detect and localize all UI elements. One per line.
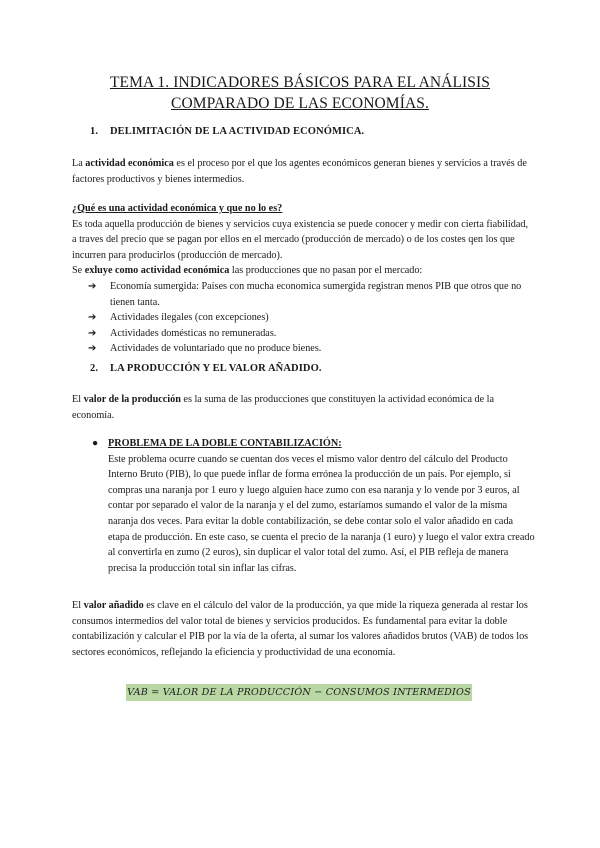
intro-pre: La [72,158,86,169]
bullet-heading [92,436,532,452]
list-item [88,341,528,357]
list-item [88,279,528,310]
excluded-intro [72,263,532,279]
section-1-question-block [72,201,532,279]
section-1-number: 1. [90,126,99,137]
excluded-bold-term: exluye como actividad económica [84,265,230,277]
section-2-number: 2. [90,363,99,374]
section-2-intro [72,392,532,423]
double-counting-block [92,436,535,576]
section-1-heading [90,126,364,137]
section-2-heading [90,363,322,374]
excluded-pre: Se [72,265,85,277]
list-item [88,326,528,342]
s2-intro-bold-term: valor de la producción [83,394,181,405]
section-2-heading-text: LA PRODUCCIÓN Y EL VALOR AÑADIDO. [110,363,322,374]
arrow-right-icon: ➔ [88,281,97,292]
list-item [88,310,528,326]
title-line-1: TEMA 1. INDICADORES BÁSICOS PARA EL ANÁLISIS [109,74,491,91]
s2-intro-post: es la suma de las producciones que constituyen la actividad económica de la economía. [72,394,495,421]
question-heading: ¿Qué es una actividad económica y que no lo es? [72,203,283,214]
value-added-paragraph [72,598,532,660]
va-bold-term: valor añadido [83,600,144,611]
va-pre: El [72,600,84,611]
list-item-text: Actividades ilegales (con excepciones) [110,312,269,324]
bullet-body-text: Este problema ocurre cuando se cuentan dos veces el mismo valor dentro del cálculo del Producto Interno Bruto (PIB), lo que puede inflar de forma errónea la producción de un país. Por ejemplo, si compras una naranja por 1 euro y luego alguien hace zumo con esa naranja y lo vende por 3 euros, al contar por separado el valor de la naranja y el del zumo, estaríamos sumando el valor de la misma naranja dos veces. Para evitar la doble contabilización, se debe contar solo el valor añadido en cada etapa de producción. En este caso, se cuenta el precio de la naranja (1 euro) y luego el valor extra creado al convertirla en zumo (2 euros), sin duplicar el valor total del zumo. Así, el PIB refleja de manera precisa la producción total sin inflar las cifras. [108,453,535,574]
arrow-right-icon: ➔ [88,343,97,355]
s2-intro-pre: El [72,394,84,405]
intro-bold-term: actividad económica [85,158,174,169]
vab-formula: VAB = VALOR DE LA PRODUCCIÓN − CONSUMOS INTERMEDIOS [126,684,472,701]
document-title [60,72,540,114]
list-item-text: Actividades de voluntariado que no produce bienes. [110,343,322,355]
va-post: es clave en el cálculo del valor de la producción, ya que mide la riqueza generada al restar los consumos intermedios del valor total de bienes y servicios producidos. Es fundamental para evitar la doble contabilización y calcular el PIB por la vía de la oferta, al sumar los valores añadidos brutos (VAB) de todos los sectores económicos, reflejando la eficiencia y productividad de una economía. [72,600,529,658]
list-item-text: Economía sumergida: Países con mucha economica sumergida registran menos PIB que otros que no tienen tanta. [110,281,522,308]
section-1-heading-text: DELIMITACIÓN DE LA ACTIVIDAD ECONÓMICA. [110,126,365,137]
section-1-intro [72,156,532,187]
definition-text: Es toda aquella producción de bienes y servicios cuya existencia se puede conocer y medir con cierta fiabilidad, a traves del precio que se pagan por ellos en el mercado (producción de mercado) o de los costes qen los que incurren para producirlos (producción de mercado). [72,218,528,261]
excluded-post: las producciones que no pasan por el mercado: [229,265,423,277]
intro-post: es el proceso por el que los agentes económicos generan bienes y servicios a través de factores productivos y bienes intermedios. [72,158,527,185]
arrow-right-icon: ➔ [88,312,97,324]
arrow-right-icon: ➔ [88,327,97,339]
bullet-dot-icon: ● [92,438,99,449]
excluded-list [88,279,528,357]
bullet-heading-text: PROBLEMA DE LA DOBLE CONTABILIZACIÓN: [108,438,342,449]
list-item-text: Actividades domésticas no remuneradas. [110,327,277,339]
title-line-2: COMPARADO DE LAS ECONOMÍAS. [171,95,429,112]
